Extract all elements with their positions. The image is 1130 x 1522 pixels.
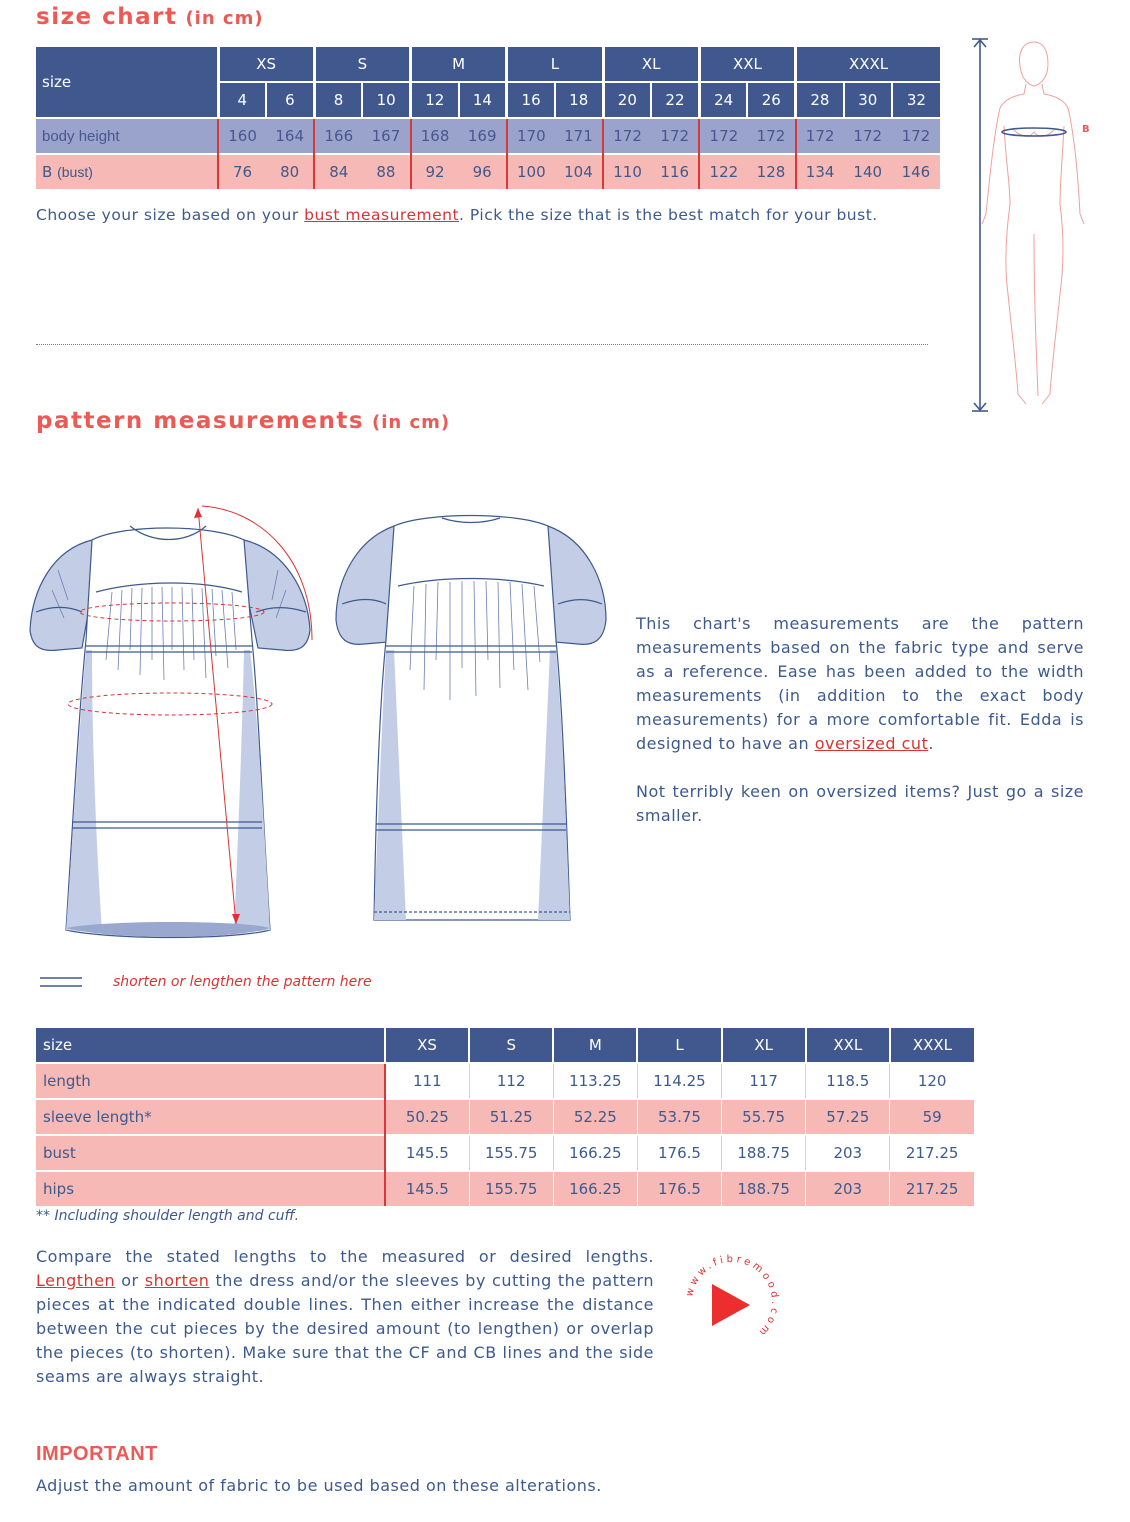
meas-size-header: M [553, 1028, 637, 1063]
bust-value: 80 [266, 154, 314, 189]
body-height-value: 172 [844, 118, 892, 154]
body-height-value: 164 [266, 118, 314, 154]
bust-value: 100 [507, 154, 555, 189]
size-chart-title [36, 4, 264, 30]
size-number: 20 [603, 82, 651, 118]
dress-front-illustration [22, 500, 332, 945]
size-number: 30 [844, 82, 892, 118]
para1-text: This chart's measurements are the pattern measurements based on the fabric type and serve as a reference. Ease has been added to the width measurements (in addition to the exact body measurements) for a more comfortable fit. Edda is designed to have an [636, 614, 1084, 753]
bust-value: 134 [796, 154, 844, 189]
pattern-paragraph-1 [636, 612, 1084, 756]
logo-ring-text: www.fibremood.com [684, 1253, 781, 1340]
bust-value: 88 [362, 154, 410, 189]
size-number: 14 [459, 82, 507, 118]
size-number: 4 [218, 82, 266, 118]
cell-value: 57.25 [806, 1099, 890, 1135]
row-label: sleeve length* [36, 1099, 385, 1135]
cell-value: 50.25 [385, 1099, 469, 1135]
bust-measure-row [36, 1135, 974, 1171]
body-height-value: 170 [507, 118, 555, 154]
cell-value: 114.25 [637, 1063, 721, 1099]
instructions-rest: the dress and/or the sleeves by cutting the pattern pieces at the indicated double lines. Then either increase the distance between the cut pieces by the desired amount (to lengthen) or overlap the pieces (to shorten). Make sure that the CF and CB lines and the side seams are always straight. [36, 1271, 654, 1386]
body-height-value: 160 [218, 118, 266, 154]
cell-value: 112 [469, 1063, 553, 1099]
cell-value: 203 [806, 1135, 890, 1171]
body-height-value: 172 [603, 118, 651, 154]
note-pre: Choose your size based on your [36, 206, 305, 224]
cell-value: 217.25 [890, 1135, 974, 1171]
size-number: 22 [651, 82, 699, 118]
meas-size-header: XL [722, 1028, 806, 1063]
row-label: length [36, 1063, 385, 1099]
measurements-header-row [36, 1028, 974, 1063]
body-height-value: 171 [555, 118, 603, 154]
cell-value: 53.75 [637, 1099, 721, 1135]
size-group-m: M [411, 47, 507, 82]
bust-row [36, 154, 940, 189]
bust-value: 76 [218, 154, 266, 189]
double-line-legend-icon [40, 975, 84, 989]
meas-size-header: L [637, 1028, 721, 1063]
legend-text: shorten or lengthen the pattern here [113, 974, 372, 990]
cell-value: 145.5 [385, 1171, 469, 1206]
bust-value: 122 [699, 154, 747, 189]
cell-value: 111 [385, 1063, 469, 1099]
body-figure-illustration [960, 34, 1090, 418]
size-number: 12 [411, 82, 459, 118]
size-number: 8 [314, 82, 362, 118]
pattern-paragraph-2: Not terribly keen on oversized items? Just go a size smaller. [636, 782, 1084, 825]
body-height-value: 167 [362, 118, 410, 154]
meas-size-header: XXL [806, 1028, 890, 1063]
size-number: 32 [892, 82, 940, 118]
body-height-value: 172 [699, 118, 747, 154]
cell-value: 176.5 [637, 1171, 721, 1206]
row-label: bust [36, 1135, 385, 1171]
cell-value: 59 [890, 1099, 974, 1135]
meas-size-header: S [469, 1028, 553, 1063]
size-number: 26 [747, 82, 795, 118]
dress-back-illustration [330, 500, 620, 930]
cell-value: 113.25 [553, 1063, 637, 1099]
size-group-s: S [314, 47, 410, 82]
bust-measurement-link[interactable]: bust measurement [304, 206, 460, 224]
size-number: 28 [796, 82, 844, 118]
important-title: IMPORTANT [36, 1443, 158, 1465]
body-height-value: 172 [747, 118, 795, 154]
meas-size-header: XS [385, 1028, 469, 1063]
size-chart-note [36, 203, 946, 227]
important-text: Adjust the amount of fabric to be used based on these alterations. [36, 1476, 602, 1495]
measurements-table [36, 1028, 974, 1206]
cell-value: 203 [806, 1171, 890, 1206]
size-group-xs: XS [218, 47, 314, 82]
size-group-xl: XL [603, 47, 699, 82]
cell-value: 51.25 [469, 1099, 553, 1135]
size-number: 6 [266, 82, 314, 118]
cell-value: 166.25 [553, 1171, 637, 1206]
cell-value: 117 [722, 1063, 806, 1099]
cell-value: 118.5 [806, 1063, 890, 1099]
figure-bust-label: B [1082, 124, 1090, 135]
bust-value: 92 [411, 154, 459, 189]
size-number: 24 [699, 82, 747, 118]
size-chart-table [36, 47, 940, 189]
cell-value: 52.25 [553, 1099, 637, 1135]
bust-value: 116 [651, 154, 699, 189]
bust-value: 128 [747, 154, 795, 189]
size-header-label: size [36, 47, 218, 118]
hips-row [36, 1171, 974, 1206]
cell-value: 188.75 [722, 1171, 806, 1206]
shorten-link[interactable]: shorten [144, 1271, 210, 1290]
cell-value: 176.5 [637, 1135, 721, 1171]
row-label: hips [36, 1171, 385, 1206]
footnote: ** Including shoulder length and cuff. [36, 1208, 300, 1224]
cell-value: 55.75 [722, 1099, 806, 1135]
meas-size-header: XXXL [890, 1028, 974, 1063]
bust-label [36, 154, 218, 189]
instructions-or: or [115, 1271, 145, 1290]
cell-value: 145.5 [385, 1135, 469, 1171]
length-row [36, 1063, 974, 1099]
size-number: 16 [507, 82, 555, 118]
body-height-value: 172 [651, 118, 699, 154]
size-number: 18 [555, 82, 603, 118]
body-height-value: 172 [796, 118, 844, 154]
cell-value: 166.25 [553, 1135, 637, 1171]
pattern-title-text: pattern measurements [36, 408, 365, 434]
size-group-row [36, 47, 940, 82]
bust-value: 104 [555, 154, 603, 189]
bust-value: 96 [459, 154, 507, 189]
cell-value: 155.75 [469, 1171, 553, 1206]
fibremood-logo[interactable] [676, 1246, 788, 1358]
body-height-value: 172 [892, 118, 940, 154]
cell-value: 217.25 [890, 1171, 974, 1206]
bust-label-b: B [42, 163, 53, 181]
size-number: 10 [362, 82, 410, 118]
size-chart-title-text: size chart [36, 4, 178, 30]
bust-label-rest: (bust) [57, 164, 93, 180]
measurements-size-label: size [36, 1028, 385, 1063]
body-height-row [36, 118, 940, 154]
oversized-cut-link[interactable]: oversized cut [814, 734, 929, 753]
body-height-value: 168 [411, 118, 459, 154]
size-chart-unit: (in cm) [185, 8, 264, 29]
pattern-unit: (in cm) [372, 412, 451, 433]
cell-value: 188.75 [722, 1135, 806, 1171]
section-divider [36, 344, 928, 345]
para1-end: . [928, 734, 934, 753]
size-group-xxl: XXL [699, 47, 795, 82]
bust-value: 110 [603, 154, 651, 189]
bust-value: 140 [844, 154, 892, 189]
play-triangle-icon [712, 1284, 750, 1326]
body-height-value: 169 [459, 118, 507, 154]
bust-value: 146 [892, 154, 940, 189]
cell-value: 120 [890, 1063, 974, 1099]
sleeve-length-row [36, 1099, 974, 1135]
cell-value: 155.75 [469, 1135, 553, 1171]
bust-value: 84 [314, 154, 362, 189]
size-group-xxxl: XXXL [796, 47, 940, 82]
instructions-line1: Compare the stated lengths to the measured or desired lengths. [36, 1247, 654, 1266]
body-height-label: body height [36, 118, 218, 154]
size-group-l: L [507, 47, 603, 82]
instructions-paragraph [36, 1245, 654, 1389]
note-post: . Pick the size that is the best match for your bust. [459, 206, 878, 224]
body-height-value: 166 [314, 118, 362, 154]
pattern-title [36, 408, 450, 434]
lengthen-link[interactable]: Lengthen [36, 1271, 116, 1290]
